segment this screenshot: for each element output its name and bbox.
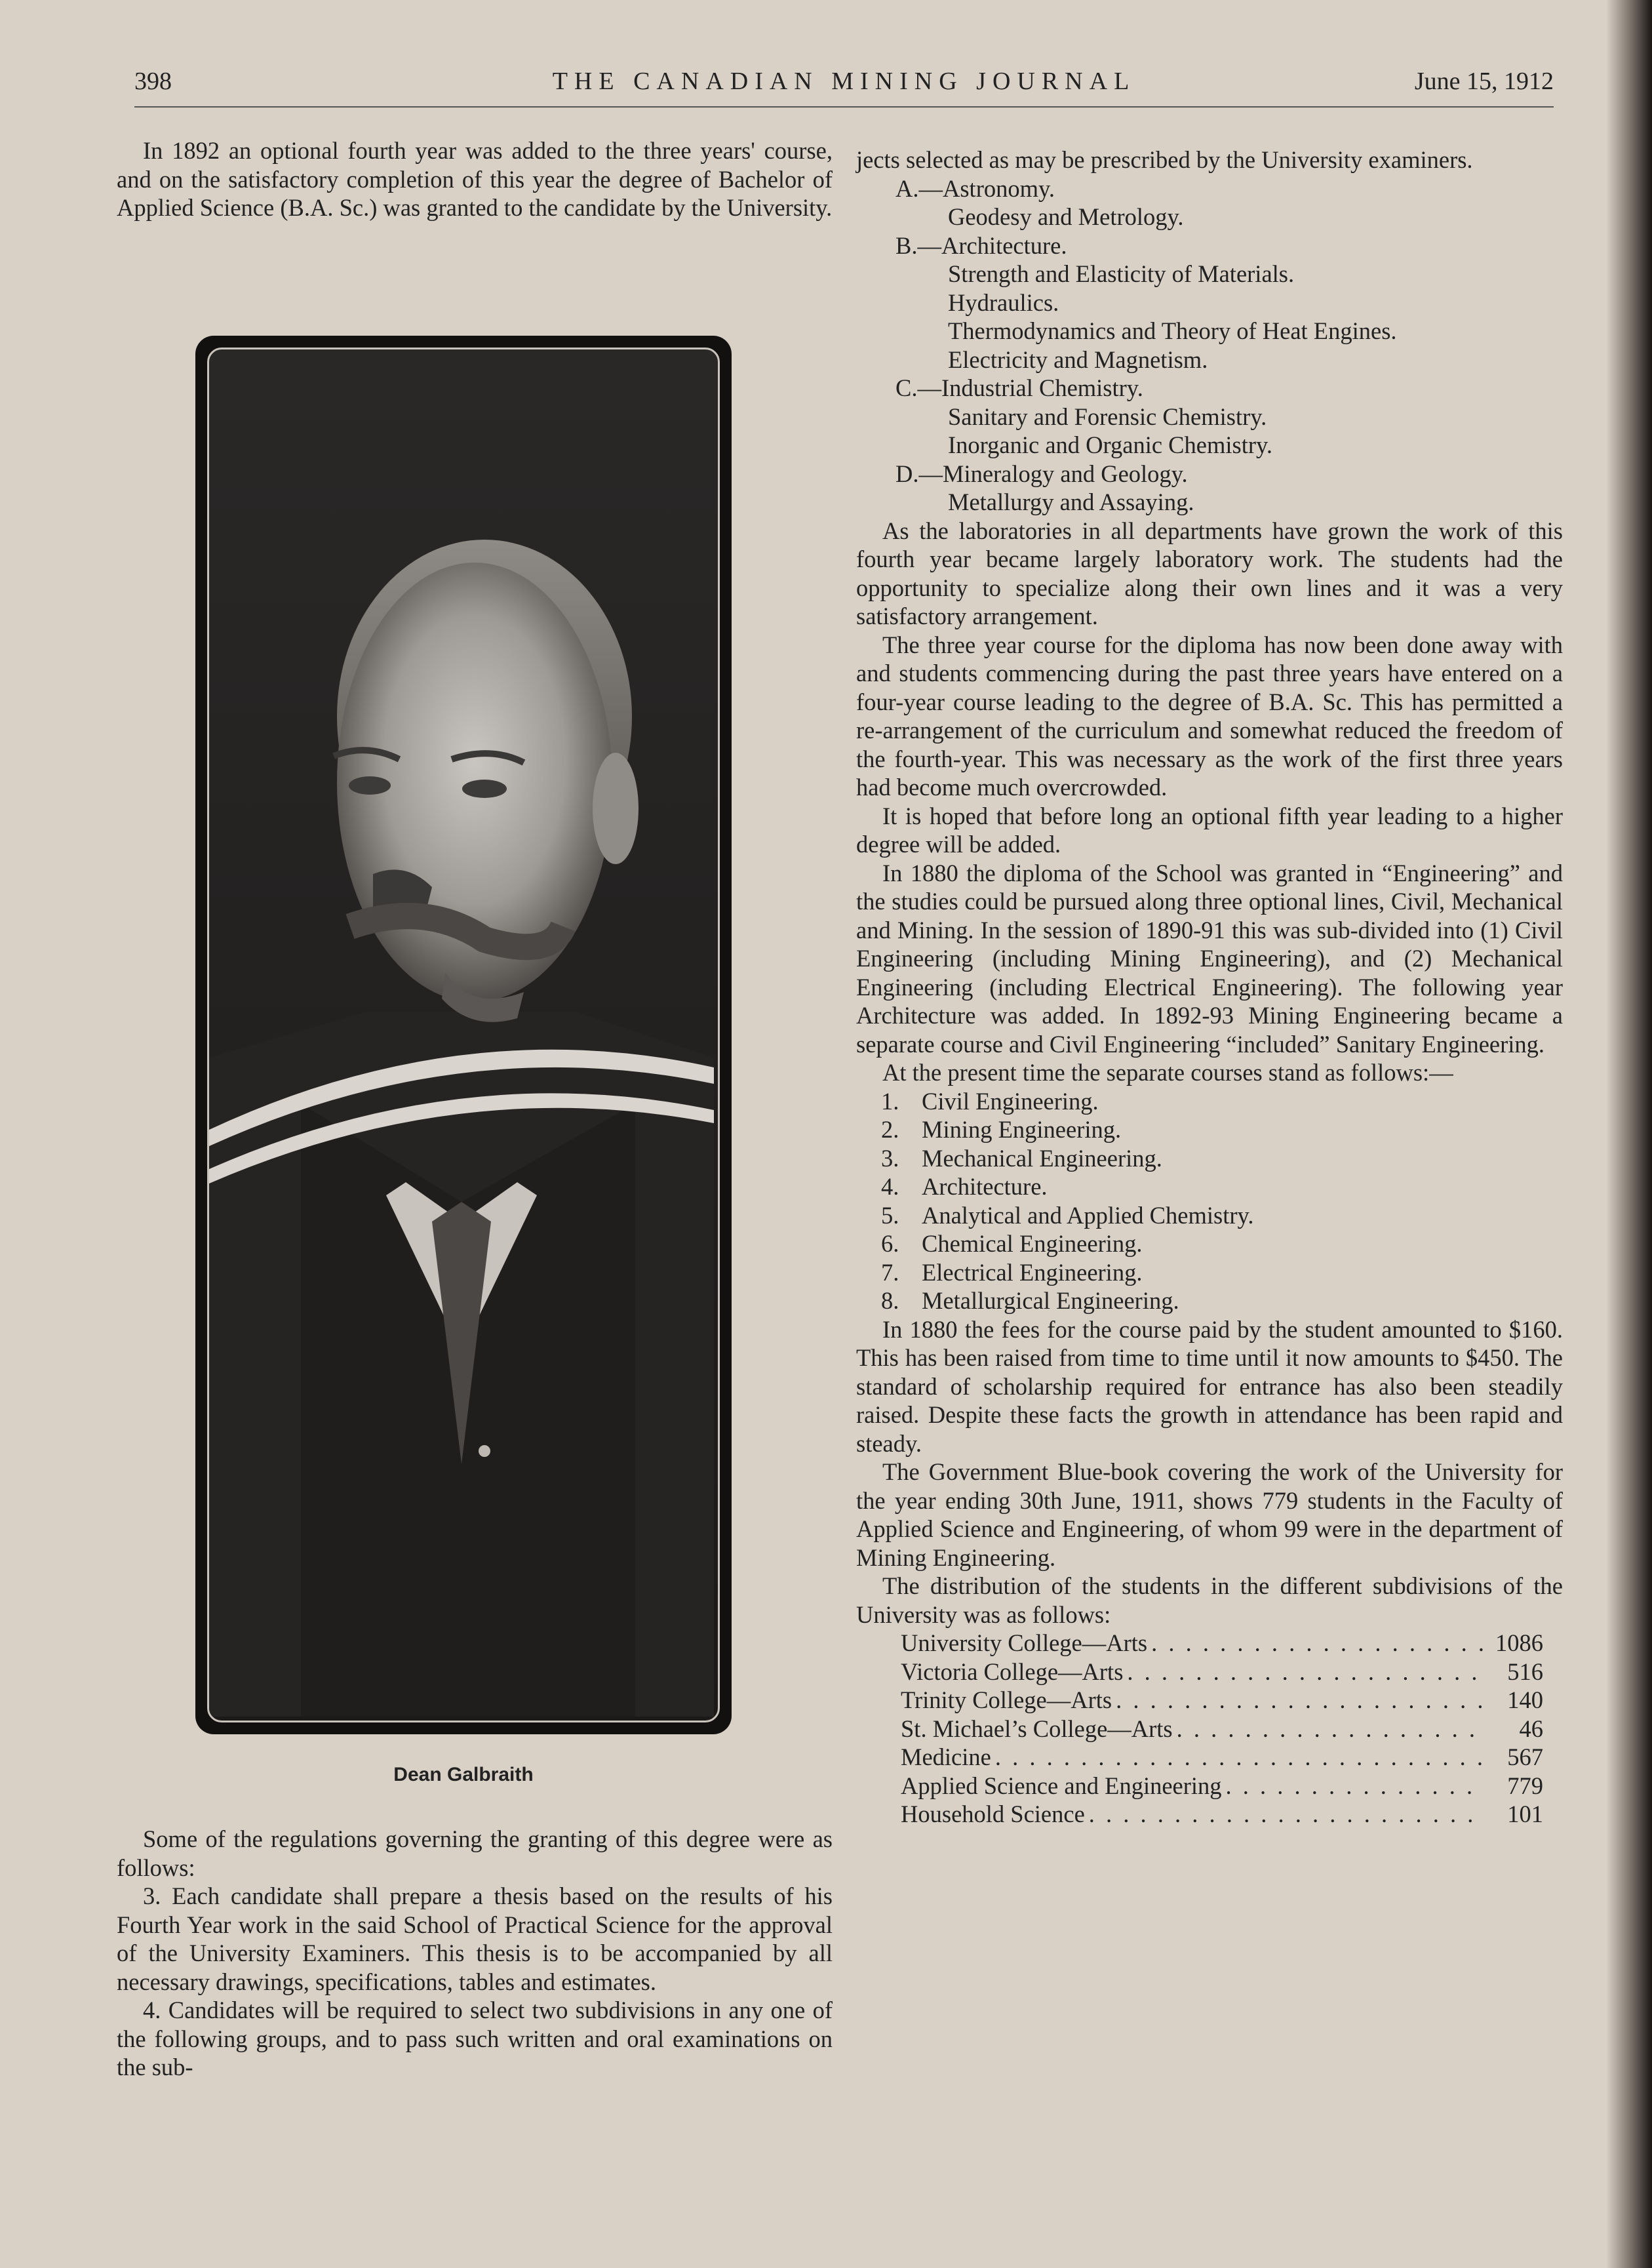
group-b-sub: Thermodynamics and Theory of Heat Engines.	[948, 317, 1397, 344]
list-item: 5. Analytical and Applied Chemistry.	[881, 1201, 1254, 1229]
group-b-sub: Electricity and Magnetism.	[948, 346, 1208, 373]
paragraph-laboratories: As the laboratories in all departments have grown the work of this fourth year became largely laboratory work. The students had the opportunity to specialize along their own lines and it was a very satisfactory arrangement.	[856, 517, 1563, 629]
left-column-bottom	[117, 1825, 833, 2082]
list-item: 3. Mechanical Engineering.	[881, 1144, 1162, 1172]
group-b-sub: Strength and Elasticity of Materials.	[948, 260, 1295, 287]
group-list	[856, 174, 1563, 517]
list-item: 8. Metallurgical Engineering.	[881, 1287, 1179, 1314]
paragraph-fees: In 1880 the fees for the course paid by the student amounted to $160. This has been raised from time to time until it now amounts to $450. The standard of scholarship required for entrance has also been steadily raised. Despite these facts the growth in attendance has been rapid and steady.	[856, 1315, 1563, 1457]
paragraph-courses-intro: At the present time the separate courses stand as follows:—	[882, 1059, 1453, 1086]
group-b-head: B.—Architecture.	[895, 231, 1067, 259]
group-d-head: D.—Mineralogy and Geology.	[895, 460, 1188, 487]
paragraph-diploma-history: In 1880 the diploma of the School was granted in “Engineering” and the studies could be pursued along three optional lines, Civil, Mechanical and Mining. In the session of 1890-91 this was sub-divided into (1) Civil Engineering (including Mining Engineering), and (2) Mechanical Engineering (including Electrical Engineering). The following year Architecture was added. In 1892-93 Mining Engineering became a separate course and Civil Engineering “included” Sanitary Engineering.	[856, 859, 1563, 1058]
group-b-sub: Hydraulics.	[948, 288, 1059, 316]
left-column-top	[117, 136, 833, 222]
journal-title: THE CANADIAN MINING JOURNAL	[552, 68, 1136, 95]
table-row: Victoria College—Arts . . . 516	[856, 1658, 1563, 1686]
paragraph-blue-book: The Government Blue-book covering the work of the University for the year ending 30th June, 1911, shows 779 students in the Faculty of Applied Science and Engineering, of whom 99 were in the department of Mining Engineering.	[856, 1458, 1563, 1571]
group-c-head: C.—Industrial Chemistry.	[895, 374, 1143, 401]
table-row: St. Michael’s College—Arts . . . 46	[856, 1715, 1563, 1743]
paragraph-three-year: The three year course for the diploma has now been done away with and students commencing during the past three years have entered on a four-year course leading to the degree of B.A. Sc. This has permitted a re-arrangement of the curriculum and somewhat reduced the freedom of the fourth-year. This was necessary as the work of the first three years had become much overcrowded.	[856, 631, 1563, 801]
group-c-sub: Inorganic and Organic Chemistry.	[948, 431, 1272, 458]
paragraph-rule-4: 4. Candidates will be required to select two subdivisions in any one of the following groups, and to pass such written and oral examinations on the sub-	[117, 1997, 833, 2080]
group-d-sub: Metallurgy and Assaying.	[948, 488, 1194, 515]
list-item: 2. Mining Engineering.	[881, 1116, 1122, 1143]
group-a-sub: Geodesy and Metrology.	[948, 203, 1184, 230]
paragraph-regulations: Some of the regulations governing the granting of this degree were as follows:	[117, 1825, 833, 1881]
list-item: 4. Architecture.	[881, 1173, 1048, 1200]
list-item: 6. Chemical Engineering.	[881, 1230, 1143, 1257]
paragraph-fifth-year: It is hoped that before long an optional fifth year leading to a higher degree will be added.	[856, 802, 1563, 858]
paragraph-continued: jects selected as may be prescribed by the University examiners.	[856, 146, 1473, 173]
portrait-figure	[209, 349, 714, 1717]
group-c-sub: Sanitary and Forensic Chemistry.	[948, 403, 1267, 430]
page-number: 398	[134, 68, 172, 95]
table-row: Trinity College—Arts . . . 140	[856, 1686, 1563, 1715]
portrait-caption: Dean Galbraith	[393, 1764, 534, 1785]
portrait-frame	[195, 336, 732, 1734]
list-item: 7. Electrical Engineering.	[881, 1258, 1143, 1286]
group-a-head: A.—Astronomy.	[895, 174, 1055, 202]
portrait-photo	[207, 348, 720, 1722]
distribution-table	[856, 1629, 1563, 1829]
issue-date: June 15, 1912	[1414, 68, 1554, 95]
table-row: University College—Arts . . . 1086	[856, 1629, 1563, 1658]
page-edge-shadow	[1606, 0, 1652, 2268]
right-column	[856, 146, 1563, 1829]
paragraph-rule-3: 3. Each candidate shall prepare a thesis based on the results of his Fourth Year work in the said School of Practical Science for the approval of the University Examiners. This thesis is to be accompanied by all necessary drawings, specifications, tables and estimates.	[117, 1882, 833, 1995]
running-header	[134, 67, 1554, 108]
course-list	[856, 1087, 1563, 1315]
table-row: Medicine . . . 567	[856, 1743, 1563, 1772]
table-row: Applied Science and Engineering . . . 779	[856, 1772, 1563, 1800]
paragraph-fourth-year: In 1892 an optional fourth year was added to the three years' course, and on the satisfactory completion of this year the degree of Bachelor of Applied Science (B.A. Sc.) was granted to the candidate by the University.	[117, 137, 833, 221]
paragraph-distribution-intro: The distribution of the students in the different subdivisions of the University was as follows:	[856, 1572, 1563, 1628]
list-item: 1. Civil Engineering.	[881, 1087, 1099, 1115]
table-row: Household Science . . . 101	[856, 1800, 1563, 1829]
